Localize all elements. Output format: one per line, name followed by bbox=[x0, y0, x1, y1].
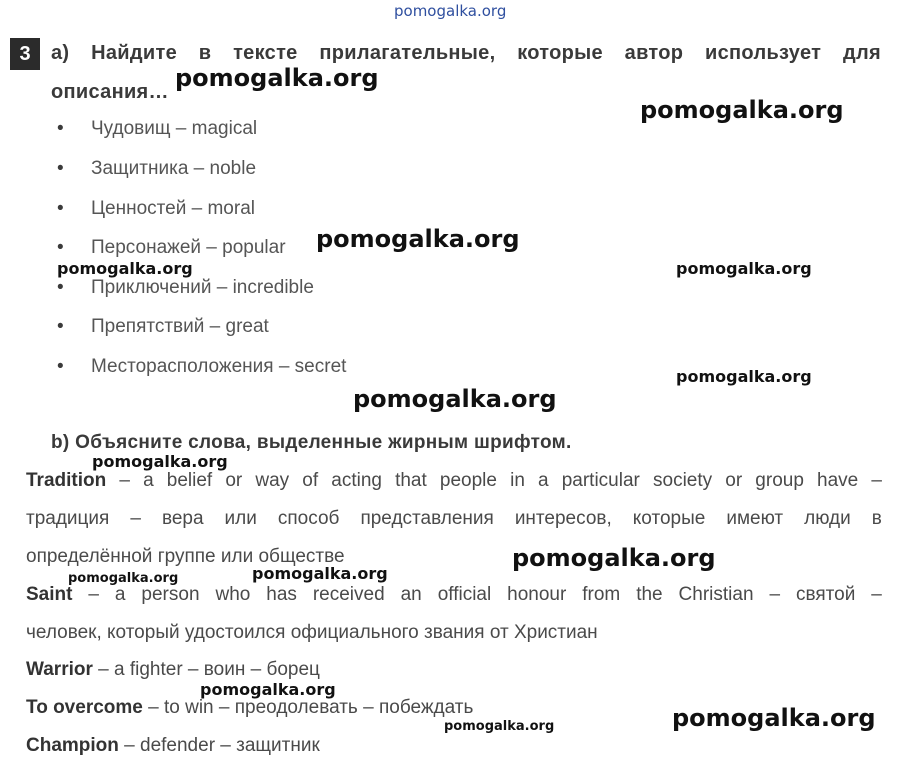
word: has bbox=[266, 584, 297, 605]
word: Christian bbox=[678, 584, 754, 605]
word: имеют bbox=[726, 508, 784, 529]
part-a-heading-line2: описания… bbox=[51, 81, 169, 103]
top-watermark: pomogalka.org bbox=[394, 2, 507, 20]
watermark: pomogalka.org bbox=[676, 367, 812, 386]
saint-line-2: человек, который удостоился официального звания от Христиан bbox=[26, 622, 598, 643]
term: Tradition bbox=[26, 470, 107, 491]
saint-line-1 bbox=[26, 584, 882, 606]
word: have bbox=[817, 470, 859, 491]
champion-rest: – defender – защитник bbox=[118, 735, 320, 756]
heading-word: Найдите bbox=[91, 42, 177, 64]
watermark: pomogalka.org bbox=[68, 571, 179, 586]
watermark: pomogalka.org bbox=[676, 259, 812, 278]
heading-word: в bbox=[198, 42, 212, 64]
heading-word: автор bbox=[624, 42, 684, 64]
list-item: Защитника – noble bbox=[91, 158, 257, 179]
word: которые bbox=[632, 508, 706, 529]
list-item: Приключений – incredible bbox=[91, 277, 314, 298]
term: Saint bbox=[26, 584, 73, 605]
word: in bbox=[510, 470, 525, 491]
watermark: pomogalka.org bbox=[92, 452, 228, 471]
overcome-rest: – to win – преодолевать – побеждать bbox=[142, 697, 474, 718]
word: способ bbox=[277, 508, 340, 529]
warrior-term: Warrior bbox=[26, 659, 93, 680]
heading-word: которые bbox=[517, 42, 603, 64]
watermark: pomogalka.org bbox=[57, 259, 193, 278]
bullet-icon: • bbox=[57, 277, 64, 298]
word: received bbox=[312, 584, 385, 605]
list-item: Персонажей – popular bbox=[91, 237, 286, 258]
heading-word: для bbox=[842, 42, 881, 64]
bullet-icon: • bbox=[57, 118, 64, 139]
word: a bbox=[538, 470, 549, 491]
bullet-icon: • bbox=[57, 198, 64, 219]
watermark: pomogalka.org bbox=[444, 719, 555, 734]
word: – bbox=[871, 470, 882, 491]
word: group bbox=[755, 470, 804, 491]
watermark: pomogalka.org bbox=[672, 704, 876, 732]
heading-word: прилагательные, bbox=[319, 42, 496, 64]
word: particular bbox=[561, 470, 640, 491]
bullet-icon: • bbox=[57, 158, 64, 179]
champion-definition bbox=[26, 735, 320, 757]
word: или bbox=[224, 508, 257, 529]
word: – bbox=[769, 584, 781, 605]
watermark: pomogalka.org bbox=[512, 544, 716, 572]
word: – bbox=[130, 508, 141, 529]
part-b-heading: b) Объясните слова, выделенные жирным шрифтом. bbox=[51, 432, 572, 453]
heading-word: а) bbox=[51, 42, 70, 64]
word: традиция bbox=[26, 508, 110, 529]
word: the bbox=[636, 584, 663, 605]
word: a bbox=[114, 584, 126, 605]
overcome-definition bbox=[26, 697, 473, 719]
watermark: pomogalka.org bbox=[353, 385, 557, 413]
word: an bbox=[400, 584, 422, 605]
heading-word: тексте bbox=[233, 42, 298, 64]
watermark: pomogalka.org bbox=[200, 680, 336, 699]
tradition-line-3: определённой группе или обществе bbox=[26, 546, 345, 567]
word: that bbox=[395, 470, 427, 491]
word: интересов, bbox=[514, 508, 612, 529]
tradition-line-2 bbox=[26, 508, 882, 530]
bullet-icon: • bbox=[57, 237, 64, 258]
warrior-definition bbox=[26, 659, 320, 681]
word: – bbox=[871, 584, 882, 605]
word: who bbox=[215, 584, 251, 605]
exercise-number-badge: 3 bbox=[10, 38, 40, 70]
word: belief bbox=[166, 470, 213, 491]
word: – bbox=[119, 470, 130, 491]
list-item: Препятствий – great bbox=[91, 316, 269, 337]
word: вера bbox=[161, 508, 204, 529]
word: official bbox=[437, 584, 492, 605]
word: of bbox=[302, 470, 319, 491]
part-a-heading bbox=[51, 42, 881, 65]
word: люди bbox=[804, 508, 851, 529]
watermark: pomogalka.org bbox=[316, 225, 520, 253]
word: from bbox=[582, 584, 621, 605]
watermark: pomogalka.org bbox=[175, 64, 379, 92]
word: acting bbox=[331, 470, 382, 491]
word: way bbox=[255, 470, 290, 491]
heading-word: использует bbox=[705, 42, 822, 64]
watermark: pomogalka.org bbox=[640, 96, 844, 124]
bullet-icon: • bbox=[57, 356, 64, 377]
word: or bbox=[225, 470, 243, 491]
word: honour bbox=[507, 584, 567, 605]
watermark: pomogalka.org bbox=[252, 564, 388, 583]
word: в bbox=[871, 508, 882, 529]
word: представления bbox=[360, 508, 494, 529]
warrior-rest: – a fighter – воин – борец bbox=[92, 659, 320, 680]
word: a bbox=[143, 470, 154, 491]
list-item: Чудовищ – magical bbox=[91, 118, 258, 139]
word: – bbox=[88, 584, 99, 605]
tradition-line-1 bbox=[26, 470, 882, 492]
word: person bbox=[141, 584, 200, 605]
list-item: Ценностей – moral bbox=[91, 198, 255, 219]
word: or bbox=[725, 470, 743, 491]
list-item: Месторасположения – secret bbox=[91, 356, 347, 377]
bullet-icon: • bbox=[57, 316, 64, 337]
word: society bbox=[653, 470, 713, 491]
champion-term: Champion bbox=[26, 735, 119, 756]
word: святой bbox=[795, 584, 856, 605]
word: people bbox=[439, 470, 497, 491]
overcome-term: To overcome bbox=[26, 697, 143, 718]
